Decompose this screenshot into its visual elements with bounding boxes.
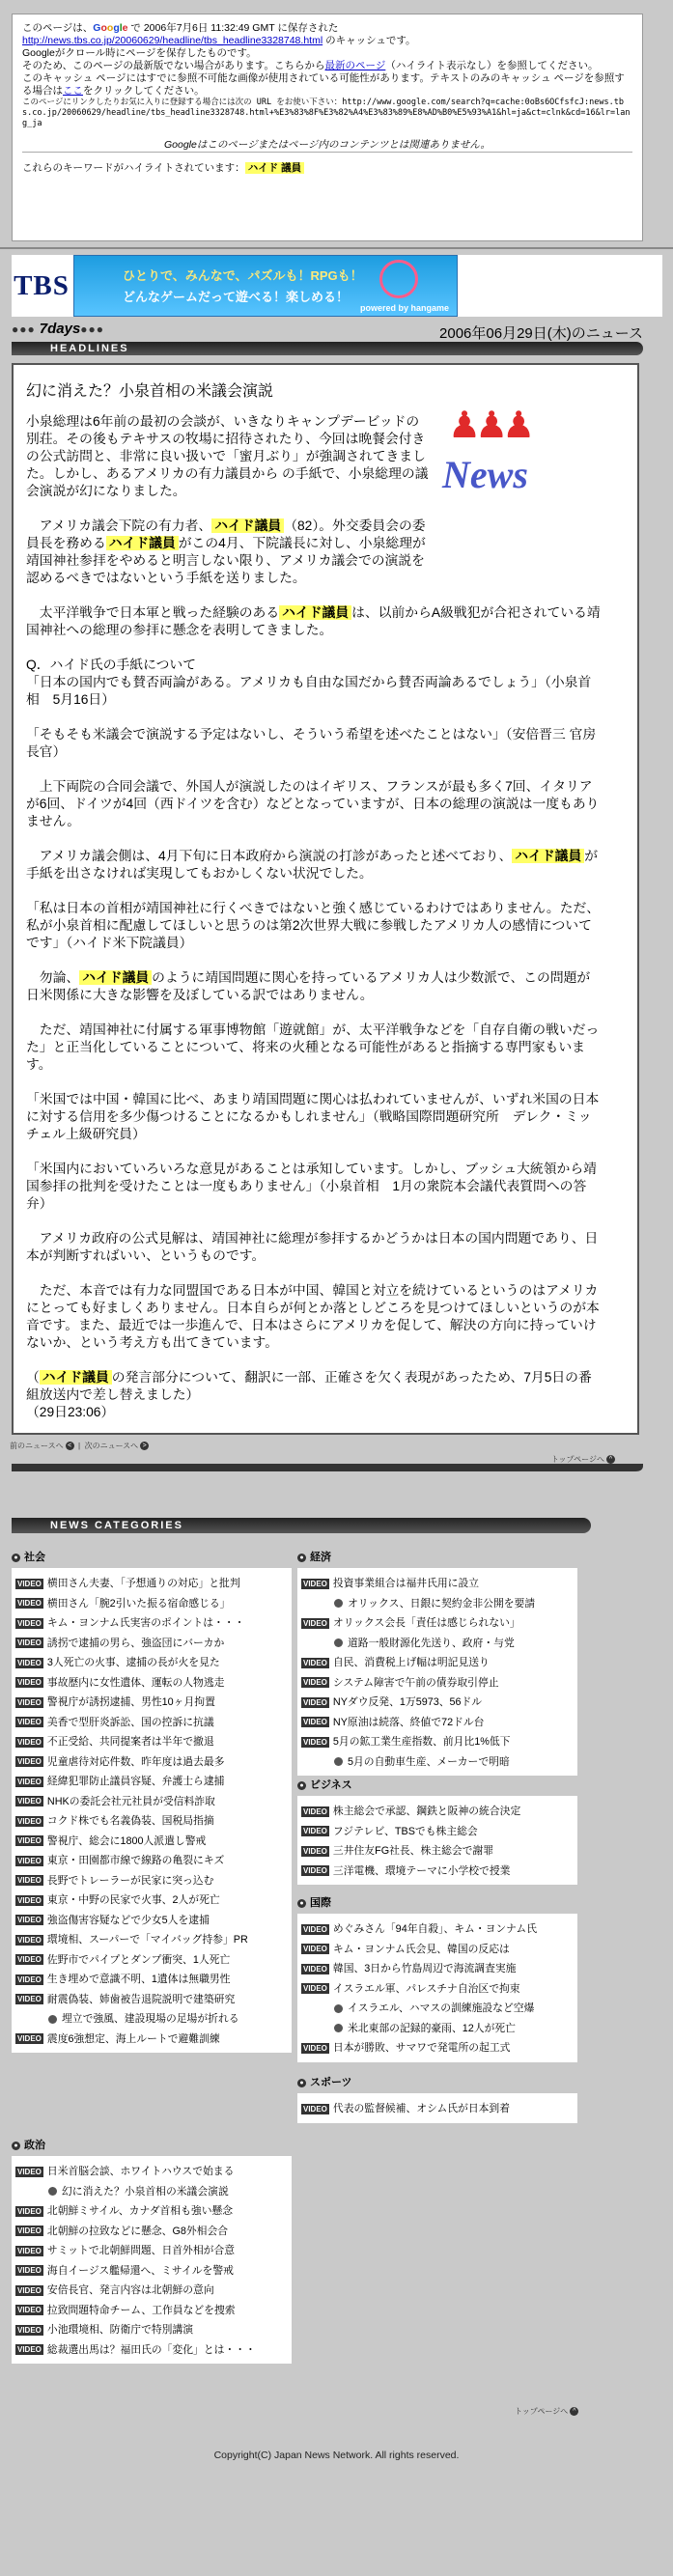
news-headline-link[interactable]: 誘拐で逮捕の男ら、強盗団にバーカか	[46, 1637, 225, 1649]
prev-news-link[interactable]: 前のニュースへ	[10, 1442, 64, 1450]
video-badge: VIDEO	[303, 1697, 327, 1707]
news-list-item[interactable]	[15, 2201, 288, 2222]
ad-brand: powered by hangame	[359, 303, 449, 313]
news-list-item[interactable]	[15, 2281, 288, 2301]
video-badge: VIDEO	[17, 1579, 42, 1588]
news-list-item[interactable]	[15, 1871, 288, 1891]
news-headline-link[interactable]: 警視庁、総会に1800人派遣し警戒	[46, 1834, 207, 1847]
news-headline-link[interactable]: 三洋電機、環境テーマに小学校で授業	[332, 1864, 511, 1877]
arrow-left-icon: <	[66, 1442, 74, 1450]
news-list-item[interactable]	[301, 1959, 574, 1979]
video-badge: VIDEO	[303, 1678, 327, 1688]
cache-line3: Googleがクロール時にページを保存したものです。	[22, 47, 257, 59]
google-logo-text: Google	[93, 22, 128, 34]
news-list-item[interactable]	[15, 1673, 288, 1694]
news-headline-link[interactable]: 3人死亡の火事、逮捕の長が火を見た	[46, 1657, 220, 1668]
article-paragraph	[26, 778, 603, 830]
news-list-item[interactable]	[15, 2340, 288, 2361]
paragraph-text: 太平洋戦争で日本軍と戦った経験のある	[26, 605, 280, 620]
article-paragraph	[26, 969, 603, 1004]
bullet-icon: ●	[297, 1781, 306, 1790]
news-list-item[interactable]	[301, 1713, 574, 1733]
news-categories-tab: NEWS CATEGORIES	[12, 1518, 591, 1533]
highlighted-keyword: ハイド議員	[106, 536, 179, 550]
article-paragraph	[26, 657, 603, 709]
news-list-item[interactable]	[15, 1911, 288, 1931]
cache-search-url: このページにリンクしたりお気に入りに登録する場合には次の URL をお使い下さい：http://www.google.com/search?q=cache:0oBs6OCfsfcJ:news.tbs.co.jp/20060629/headline/tbs_headline3328748.html+%E3%83%8F%E3%82%A4%E3%83%89%E8%AD%B0%E5%93%A1&hl=ja&ct=clnk&cd=16&lr=lang_ja	[22, 98, 631, 128]
video-badge: VIDEO	[17, 1856, 42, 1865]
category-title-society: 社会	[24, 1552, 45, 1563]
news-headline-link[interactable]: 経緯犯罪防止議員容疑、弁護士ら逮捕	[46, 1776, 225, 1787]
news-headline-link[interactable]: 強盗傷害容疑などで少女5人を逮捕	[46, 1914, 210, 1926]
bullet-icon	[48, 2015, 57, 2024]
news-list-item[interactable]	[301, 1653, 574, 1673]
paragraph-text: は、以前からA級戦犯が合祀されている靖国神社への総理の参拝に懸念を表明してきました。	[26, 605, 601, 637]
news-headline-link[interactable]: 韓国、3日から竹島周辺で海流調査実施	[332, 1963, 517, 1974]
paragraph-text: の発言部分について、翻訳に一部、正確さを欠く表現があったため、7月5日の番組放送内で差し替えました） （29日23:06）	[26, 1370, 592, 1419]
news-headline-link[interactable]: 自民、消費税上げ幅は明記見送り	[332, 1657, 490, 1668]
video-badge: VIDEO	[17, 2246, 42, 2255]
video-badge: VIDEO	[303, 1945, 327, 1954]
news-headline-link[interactable]: 埋立で強風、建設現場の足場が折れる	[62, 2013, 239, 2025]
article-nav: 前のニュースへ < | 次のニュースへ >	[10, 1441, 149, 1451]
highlighted-keyword: ハイド議員	[512, 849, 584, 863]
news-list-item[interactable]	[15, 1772, 288, 1792]
paragraph-text: 勿論、	[26, 970, 80, 985]
news-headline-link[interactable]: フジテレビ、TBSでも株主総会	[332, 1825, 478, 1837]
video-badge: VIDEO	[17, 1757, 42, 1767]
bullet-icon	[48, 2187, 57, 2196]
list-economy	[297, 1568, 577, 1776]
news-list-item[interactable]	[301, 1613, 574, 1634]
dots-decoration-2: ●●●	[80, 322, 105, 336]
site-name: 7days	[39, 321, 81, 337]
latest-page-link[interactable]: 最新のページ	[324, 60, 386, 71]
paragraph-text: アメリカ議会側は、4月下旬に日本政府から演説の打診があったと述べており、	[26, 849, 513, 863]
news-list-item[interactable]	[15, 2301, 288, 2321]
news-list-item[interactable]	[15, 1811, 288, 1832]
news-headline-link[interactable]: NY原油は続落、終値で72ドル台	[332, 1716, 485, 1728]
news-headline-link[interactable]: 東京・中野の民家で火事、2人が死亡	[46, 1894, 220, 1906]
category-title-economy: 経済	[310, 1552, 331, 1563]
video-badge: VIDEO	[17, 1816, 42, 1826]
text-only-link[interactable]: ここ	[63, 85, 83, 97]
category-title-politics: 政治	[24, 2140, 45, 2151]
bullet-icon	[334, 1599, 343, 1608]
news-headline-link[interactable]: システム障害で午前の債券取引停止	[332, 1676, 499, 1689]
category-sports	[297, 2074, 577, 2123]
article-paragraph	[26, 726, 603, 761]
bullet-icon: ●	[297, 1554, 306, 1562]
video-badge: VIDEO	[303, 1658, 327, 1667]
news-list-item[interactable]	[301, 1841, 574, 1862]
ferris-wheel-icon	[379, 260, 418, 298]
category-title-business: ビジネス	[310, 1779, 352, 1791]
article-paragraph	[26, 1369, 603, 1421]
list-society	[12, 1568, 292, 2053]
paragraph-text: アメリカ議会下院の有力者、	[26, 518, 212, 533]
news-headline-link[interactable]: サミットで北朝鮮問題、日首外相が合意	[46, 2245, 236, 2256]
news-list-item[interactable]	[301, 1752, 574, 1773]
site-header	[12, 321, 643, 342]
news-headline-link[interactable]: 海自イージス艦帰還へ、ミサイルを警戒	[46, 2264, 234, 2277]
paragraph-text: のように靖国問題に関心を持っているアメリカ人は少数派で、この問題が日米関係に大きな影響を及ぼしている訳ではありません。	[26, 970, 591, 1002]
news-headline-link[interactable]: 北朝鮮の拉致などに懸念、G8外相会合	[46, 2225, 229, 2237]
list-sports	[297, 2093, 577, 2123]
ad-line2: どんなゲームだって遊べる！楽しめる！	[123, 290, 350, 304]
cache-line5-post: をクリックしてください。	[83, 85, 205, 97]
news-headline-link[interactable]: 環境相、スーパーで「マイバッグ持参」PR	[46, 1934, 248, 1946]
video-badge: VIDEO	[17, 1697, 42, 1707]
video-badge: VIDEO	[17, 1718, 42, 1727]
video-badge: VIDEO	[17, 2226, 42, 2236]
news-list-item[interactable]	[15, 2320, 288, 2340]
highlighted-keyword: ハイド議員	[79, 970, 152, 985]
news-list-item[interactable]	[15, 1713, 288, 1733]
news-headline-link[interactable]: 震度6強想定、海上ルートで避難訓練	[46, 2032, 220, 2045]
bullet-icon	[334, 2004, 343, 2013]
paragraph-text: 「米国では中国・韓国に比べ、あまり靖国問題に関心は払われていませんが、いずれ米国の日本に対する信用を多少傷つけることになるかもしれません」（戦略国際問題研究所 デレク・ミッチェル上級研究員）	[26, 1092, 600, 1141]
list-politics	[12, 2156, 292, 2364]
article-paragraph	[26, 848, 603, 882]
news-list-item[interactable]	[15, 1574, 288, 1594]
news-headline-link[interactable]: NYダウ反発、1万5973、56ドル	[332, 1696, 483, 1708]
category-title-international: 国際	[310, 1897, 331, 1909]
news-list-item[interactable]	[301, 2038, 574, 2058]
news-headline-link[interactable]: 耐震偽装、姉歯被告退院説明で建築研究	[46, 1993, 236, 2005]
news-list-item[interactable]	[15, 2241, 288, 2261]
video-badge: VIDEO	[303, 2104, 327, 2114]
article-paragraph	[26, 1091, 603, 1143]
news-list-item[interactable]	[15, 2261, 288, 2282]
news-headline-link[interactable]: 警視庁が誘拐逮捕、男性10ヶ月拘置	[46, 1696, 215, 1708]
video-badge: VIDEO	[17, 1876, 42, 1886]
news-list-item[interactable]	[301, 1594, 574, 1614]
cache-notice	[12, 14, 643, 241]
news-headline-link[interactable]: 日本が勝敗、サマワで発電所の起工式	[332, 2042, 511, 2054]
bullet-icon	[334, 2024, 343, 2032]
category-business	[297, 1777, 577, 1885]
video-badge: VIDEO	[17, 1935, 42, 1945]
video-badge: VIDEO	[303, 1618, 327, 1628]
article-title: 幻に消えた？小泉首相の米議会演説	[26, 383, 274, 400]
dots-decoration: ●●●	[12, 322, 36, 336]
news-headline-link[interactable]: 生き埋めで意識不明、1遺体は無職男性	[46, 1974, 231, 1985]
paragraph-text: アメリカ政府の公式見解は、靖国神社に総理が参拝するかどうかは日本の国内問題であり、日本が判断すればいい、というものです。	[26, 1231, 599, 1263]
cache-line1-pre: このページは、	[22, 22, 94, 34]
news-list-item[interactable]	[301, 1634, 574, 1654]
video-badge: VIDEO	[17, 2285, 42, 2295]
news-list-item[interactable]	[15, 1851, 288, 1871]
banner	[12, 255, 662, 317]
paragraph-text: 「そもそも米議会で演説する予定はないし、そういう希望を述べたことはない」（安倍晋三 官房長官）	[26, 727, 597, 759]
news-logo-text: News	[442, 453, 528, 496]
news-list-item[interactable]	[15, 1653, 288, 1673]
news-list-item[interactable]	[301, 1802, 574, 1822]
keyword-label: これらのキーワードがハイライトされています：	[22, 162, 245, 174]
video-badge: VIDEO	[17, 1797, 42, 1806]
cache-line1-post: で 2006年7月6日 11:32:49 GMT に保存された	[127, 22, 339, 34]
news-headline-link[interactable]: NHKの委託会社元社員が受信料詐取	[46, 1795, 215, 1807]
paragraph-text: （82）。外交委員会の委員長を務める	[26, 518, 426, 550]
news-list-item[interactable]	[15, 1930, 288, 1950]
paragraph-text: がこの4月、下院議長に対し、小泉総理が靖国神社参拝をやめると明言しない限り、アメリカ議会での演説を認めるべきではないという手紙を送りました。	[26, 536, 426, 585]
news-list-item[interactable]	[301, 1862, 574, 1882]
category-politics	[12, 2137, 292, 2364]
bullet-icon	[334, 1757, 343, 1766]
paragraph-text: 小泉総理は6年前の最初の会談が、いきなりキャンプデービッドの別荘。その後もテキサスの牧場に招待されたり、今回は晩餐会付きの公式訪問と、非常に良い扱いで「蜜月ぶり」が強調されてきました。しかし、あるアメリカの有力議員から の手紙で、小泉総理の議会演説が幻になりました。	[26, 414, 429, 498]
news-headline-link[interactable]: オリックス、日銀に契約金非公開を要請	[348, 1597, 536, 1610]
cached-url-link[interactable]: http://news.tbs.co.jp/20060629/headline/tbs_headline3328748.html	[22, 35, 323, 46]
news-list-item[interactable]	[15, 1890, 288, 1911]
video-badge: VIDEO	[17, 1916, 42, 1925]
news-list-item[interactable]	[15, 1634, 288, 1654]
video-badge: VIDEO	[17, 1895, 42, 1905]
article-paragraph	[26, 1022, 603, 1074]
top-page-label-2: トップページへ	[515, 2407, 569, 2416]
news-list-item[interactable]	[301, 2099, 574, 2119]
news-list-item[interactable]	[15, 2182, 288, 2202]
video-badge: VIDEO	[303, 1827, 327, 1836]
news-headline-link[interactable]: 投資事業組合は福井氏用に設立	[332, 1578, 480, 1589]
news-headline-link[interactable]: 5月の鉱工業生産指数、前月比1%低下	[332, 1736, 511, 1748]
news-list-item[interactable]	[15, 1792, 288, 1812]
cache-disclaimer: Googleはこのページまたはページ内のコンテンツとは関連ありません。	[163, 139, 491, 151]
news-headline-link[interactable]: コクド株でも名義偽装、国税局指摘	[46, 1815, 214, 1827]
bullet-icon: ●	[297, 2079, 306, 2087]
category-international	[297, 1894, 577, 2062]
news-headline-link[interactable]: 横田さん夫妻、「予想通りの対応」と批判	[46, 1578, 240, 1589]
cache-line4-pre: そのため、このページの最新版でない場合があります。こちらから	[22, 60, 325, 71]
category-title-sports: スポーツ	[310, 2077, 352, 2088]
video-badge: VIDEO	[17, 2266, 42, 2276]
news-headline-link[interactable]: 株主総会で承認、鋼鉄と阪神の統合決定	[332, 1806, 521, 1817]
paragraph-text: Q．ハイド氏の手紙について 「日本の国内でも賛否両論がある。アメリカも自由な国だから賛否両論あるでしょう」（小泉首相 5月16日）	[26, 658, 592, 707]
news-list-item[interactable]	[15, 1950, 288, 1971]
copyright: Copyright(C) Japan News Network. All rights reserved.	[213, 2450, 460, 2461]
paragraph-text: 「私は日本の首相が靖国神社に行くべきではないと強く感じているわけではありません。ただ、私が小泉首相に配慮してほしいと思うのは第2次世界大戦に参戦したアメリカ人の感情についてです」（ハイド米下院議員）	[26, 901, 601, 950]
article-paragraph	[26, 1230, 603, 1265]
highlight-keyword: ハイド 議員	[245, 162, 304, 174]
news-list-item[interactable]	[301, 1822, 574, 1842]
news-list-item[interactable]	[15, 1613, 288, 1634]
top-page-link-2[interactable]	[515, 2406, 578, 2417]
category-society	[12, 1549, 292, 2053]
news-list-item[interactable]	[301, 1574, 574, 1594]
news-list-item[interactable]	[15, 2009, 288, 2030]
video-badge: VIDEO	[17, 2206, 42, 2216]
news-list-item[interactable]	[15, 1970, 288, 1990]
highlighted-keyword: ハイド議員	[279, 605, 351, 620]
video-badge: VIDEO	[303, 1866, 327, 1876]
cache-line5-pre: このキャッシュ ページにはすでに参照不可能な画像が使用されている可能性があります。テキストのみのキャッシュ ページを参照する場合は	[22, 72, 625, 97]
article-paragraph	[26, 1282, 603, 1352]
news-headline-link[interactable]: 米北東部の記録的豪雨、12人が死亡	[348, 2022, 516, 2034]
tbs-logo[interactable]: TBS	[14, 270, 70, 301]
video-badge: VIDEO	[303, 1737, 327, 1747]
news-headline-link[interactable]: 東京・田園都市線で線路の亀裂にキズ	[46, 1855, 225, 1866]
video-badge: VIDEO	[17, 2306, 42, 2315]
paragraph-text: 上下両院の合同会議で、外国人が演説したのはイギリス、フランスが最も多く7回、イタリアが6回、ドイツが4回（西ドイツを含む）などとなっていますが、日本の総理の演説は一度もありません。	[26, 779, 600, 828]
news-headline-link[interactable]: キム・ヨンナム氏実害のポイントは・・・	[46, 1617, 245, 1629]
next-news-link[interactable]: 次のニュースへ	[84, 1442, 139, 1450]
news-headline-link[interactable]: 北朝鮮ミサイル、カナダ首相も強い懸念	[46, 2205, 234, 2217]
news-headline-link[interactable]: 拉致問題特命チーム、工作員などを捜索	[46, 2304, 236, 2316]
video-badge: VIDEO	[17, 1638, 42, 1648]
video-badge: VIDEO	[303, 1806, 327, 1816]
highlighted-keyword: ハイド議員	[211, 518, 284, 533]
news-headline-link[interactable]: 事故歴内に女性遺体、運転の人物逃走	[46, 1676, 225, 1689]
news-headline-link[interactable]: めぐみさん「94年自殺」、キム・ヨンナム氏	[332, 1923, 538, 1935]
article-paragraph	[26, 413, 432, 500]
paragraph-text: ただ、靖国神社に付属する軍事博物館「遊就館」が、太平洋戦争などを「自存自衛の戦いだった」と正当化していることについて、将来の火種となる可能性があると指摘する専門家もいます。	[26, 1022, 600, 1072]
video-badge: VIDEO	[17, 1955, 42, 1965]
video-badge: VIDEO	[303, 1718, 327, 1727]
news-list-item[interactable]	[301, 1693, 574, 1713]
news-list-item[interactable]	[15, 1990, 288, 2010]
video-badge: VIDEO	[17, 1737, 42, 1747]
news-headline-link[interactable]: イスラエル、ハマスの訓練施設など空爆	[348, 2002, 535, 2014]
news-headline-link[interactable]: 日米首脳会談、ホワイトハウスで始まる	[46, 2166, 235, 2177]
news-list-item[interactable]	[15, 1832, 288, 1852]
people-figures-icon: ♟♟♟	[448, 406, 530, 446]
news-headline-link[interactable]: 安倍長官、発言内容は北朝鮮の意向	[46, 2284, 214, 2296]
video-badge: VIDEO	[17, 2034, 42, 2044]
cache-line4-post: （ハイライト表示なし）を参照してください。	[385, 60, 599, 71]
arrow-up-icon: ^	[570, 2407, 578, 2416]
bullet-icon	[334, 1638, 343, 1647]
ad-banner[interactable]	[73, 255, 458, 317]
news-headline-link[interactable]: 長野でトレーラーが民家に突っ込む	[46, 1874, 214, 1887]
news-list-item[interactable]	[301, 1999, 574, 2019]
news-headline-link[interactable]: 総裁選出馬は？福田氏の「変化」とは・・・	[46, 2343, 256, 2356]
news-headline-link[interactable]: 道路一般財源化先送り、政府・与党	[348, 1637, 515, 1649]
news-headline-link[interactable]: 横田さん「腕2引いた振る宿命感じる」	[46, 1597, 231, 1610]
article	[12, 363, 639, 1435]
paragraph-text: 「米国内においていろいろな意見があることは承知しています。しかし、ブッシュ大統領から靖国参拝の批判を受けたことは一度もありません」（小泉首相 1月の衆院本会議代表質問への答弁）	[26, 1162, 597, 1211]
news-list-item[interactable]	[301, 1673, 574, 1694]
news-list-item[interactable]	[301, 1919, 574, 1940]
news-headline-link[interactable]: 代表の監督候補、オシム氏が日本到着	[332, 2103, 511, 2114]
video-badge: VIDEO	[17, 1836, 42, 1846]
video-badge: VIDEO	[17, 1599, 42, 1609]
article-paragraph	[26, 604, 603, 639]
article-body	[26, 413, 603, 1439]
ad-line1: ひとりで、みんなで、パズルも！RPGも！	[123, 268, 363, 283]
news-list-item[interactable]	[15, 2030, 288, 2050]
video-badge: VIDEO	[17, 1974, 42, 1984]
news-headline-link[interactable]: 美香で型肝炎訴訟、国の控訴に抗議	[46, 1716, 214, 1728]
news-headline-link[interactable]: キム・ヨンナム氏会見、韓国の反応は	[332, 1943, 510, 1955]
arrow-right-icon: >	[140, 1442, 149, 1450]
news-list-item[interactable]	[15, 1732, 288, 1752]
paragraph-text: が手紙を出さなければ実現してもおかしくない状況でした。	[26, 849, 599, 881]
highlighted-keyword: ハイド議員	[40, 1370, 112, 1385]
list-international	[297, 1914, 577, 2062]
paragraph-text: ただ、本音では有力な同盟国である日本が中国、韓国と対立を続けているというのはアメリカにとっても好ましくありません。日本自らが何とか落としどころを見つけてほしいというのが本音です。また、最近では一歩進んで、日本はさらにアメリカを促して、解決の方向に持っていけないか、という考え方も出てきています。	[26, 1283, 600, 1350]
cache-url-suffix: のキャッシュです。	[322, 35, 416, 46]
headlines-tab: HEADLINES	[12, 342, 643, 355]
news-headline-link[interactable]: 小池環境相、防衛庁で特別講演	[46, 2324, 194, 2336]
video-badge: VIDEO	[17, 1618, 42, 1628]
news-list-item[interactable]	[301, 2019, 574, 2039]
paragraph-text: （	[26, 1370, 40, 1385]
news-list-item[interactable]	[15, 1752, 288, 1773]
video-badge: VIDEO	[303, 1964, 327, 1974]
article-paragraph	[26, 1161, 603, 1213]
news-list-item[interactable]	[15, 2162, 288, 2182]
video-badge: VIDEO	[303, 1846, 327, 1856]
news-headline-link[interactable]: 三井住友FG社長、株主総会で謝罪	[332, 1845, 494, 1857]
article-paragraph	[26, 900, 603, 952]
video-badge: VIDEO	[17, 1658, 42, 1667]
rounded-divider	[12, 1464, 643, 1471]
page-date: 2006年06月29日(木)のニュース	[439, 325, 643, 342]
article-paragraph	[26, 518, 432, 587]
news-headline-link[interactable]: 佐野市でパイプとダンプ衝突、1人死亡	[46, 1953, 231, 1966]
news-list-item[interactable]	[301, 1979, 574, 2000]
video-badge: VIDEO	[303, 1579, 327, 1588]
bullet-icon: ●	[297, 1899, 306, 1908]
news-headline-link[interactable]: 5月の自動車生産、メーカーで明暗	[348, 1755, 510, 1768]
video-badge: VIDEO	[303, 2043, 327, 2053]
video-badge: VIDEO	[303, 1984, 327, 1994]
video-badge: VIDEO	[17, 1777, 42, 1786]
news-list-item[interactable]	[15, 1594, 288, 1614]
bullet-icon: ●	[12, 1554, 20, 1562]
video-badge: VIDEO	[17, 1995, 42, 2004]
list-business	[297, 1796, 577, 1885]
divider	[0, 247, 673, 249]
video-badge: VIDEO	[17, 2345, 42, 2355]
arrow-up-icon: ^	[606, 1455, 615, 1464]
news-list-item[interactable]	[301, 1940, 574, 1960]
video-badge: VIDEO	[303, 1924, 327, 1934]
category-economy	[297, 1549, 577, 1776]
news-headline-link[interactable]: 児童虐待対応件数、昨年度は過去最多	[46, 1755, 225, 1768]
news-headline-link[interactable]: 不正受給、共同提案者は半年で撤退	[46, 1736, 214, 1748]
news-list-item[interactable]	[15, 2222, 288, 2242]
video-badge: VIDEO	[17, 2167, 42, 2176]
news-headline-link[interactable]: オリックス会長「責任は感じられない」	[332, 1617, 520, 1629]
video-badge: VIDEO	[17, 2325, 42, 2335]
video-badge: VIDEO	[17, 1678, 42, 1688]
bullet-icon: ●	[12, 2142, 20, 2150]
top-page-label: トップページへ	[550, 1455, 604, 1464]
news-headline-link[interactable]: 幻に消えた？小泉首相の米議会演説	[62, 2185, 229, 2198]
news-list-item[interactable]	[15, 1693, 288, 1713]
news-list-item[interactable]	[301, 1732, 574, 1752]
news-headline-link[interactable]: イスラエル軍、パレスチナ自治区で拘束	[332, 1982, 520, 1995]
